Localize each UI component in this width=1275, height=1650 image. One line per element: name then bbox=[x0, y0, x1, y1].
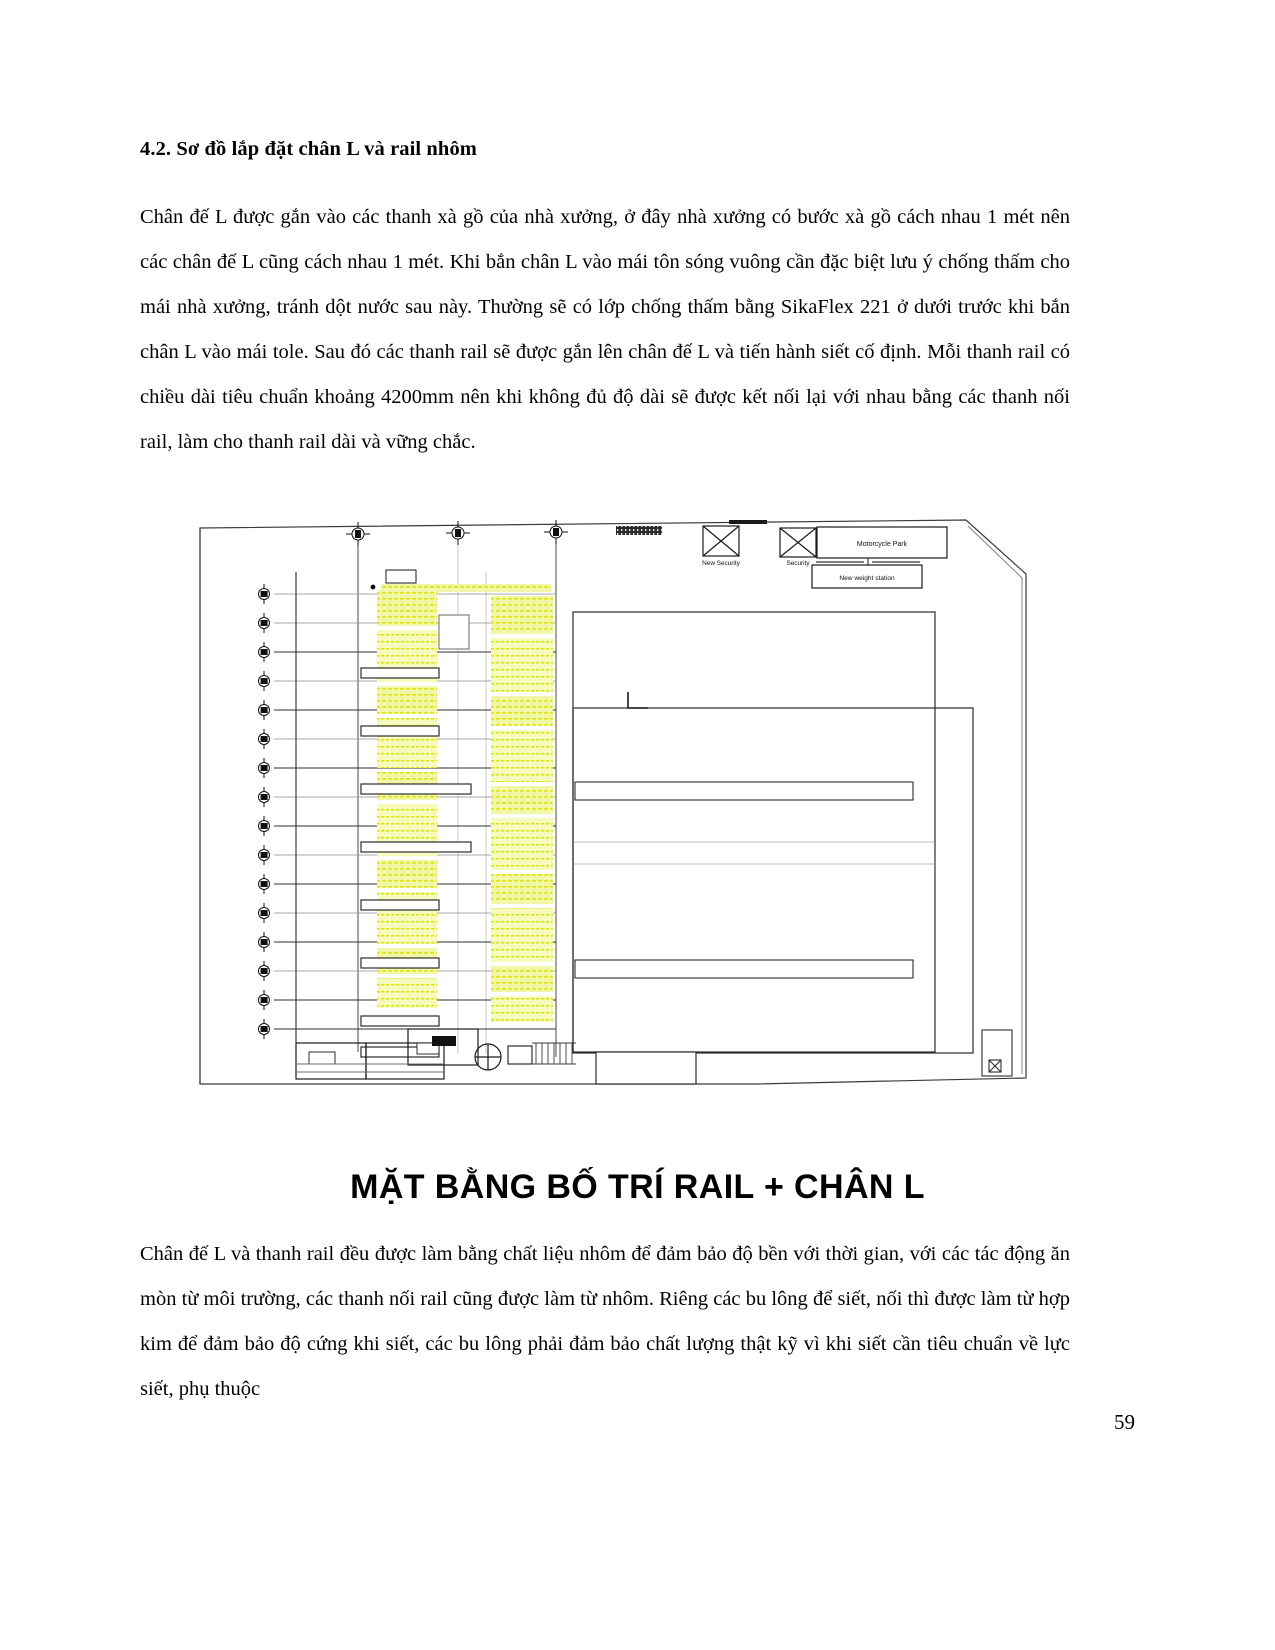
notch-box bbox=[439, 615, 469, 649]
page-title: 4.2. Sơ đồ lắp đặt chân L và rail nhôm bbox=[140, 138, 477, 160]
body-paragraph-2 bbox=[140, 1232, 1070, 1412]
bottom-right-marker bbox=[982, 1030, 1012, 1076]
site-plan-figure bbox=[196, 512, 1036, 1102]
detail-solid-block bbox=[432, 1036, 456, 1046]
building-block-b bbox=[573, 708, 973, 1053]
roundabout bbox=[475, 1044, 501, 1070]
ladder-hatch bbox=[532, 1043, 576, 1064]
drawing-tag bbox=[616, 526, 662, 535]
rail-strips-left bbox=[377, 590, 437, 1008]
label-motorcycle-park: Motorcycle Park bbox=[856, 541, 908, 548]
label-new-security: New Security bbox=[702, 560, 740, 567]
bottom-mid-block bbox=[596, 1052, 696, 1084]
body-paragraph-1 bbox=[140, 195, 1070, 465]
building-inner-lines bbox=[574, 842, 934, 864]
site-boundary bbox=[200, 520, 1026, 1084]
plinth-box bbox=[386, 570, 416, 583]
grid-marker-top-1 bbox=[346, 522, 370, 546]
rail-strips-right bbox=[491, 596, 553, 1022]
rail-start-node bbox=[371, 585, 376, 590]
paragraph-text: Chân đế L được gắn vào các thanh xà gồ của nhà xưởng, ở đây nhà xưởng có bước xà gồ cách nhau 1 mét nên các chân đế L cũng cách nhau 1 mét. Khi bắn chân L vào mái tôn sóng vuông cần đặc biệt lưu ý chống thấm cho mái nhà xưởng, tránh dột nước sau này. Thường sẽ có lớp chống thấm bằng SikaFlex 221 ở dưới trước khi bắn chân L vào mái tole. Sau đó các thanh rail sẽ được gắn lên chân đế L và tiến hành siết cố định. Mỗi thanh rail có chiều dài tiêu chuẩn khoảng 4200mm nên khi không đủ độ dài sẽ được kết nối lại với nhau bằng các thanh nối rail, làm cho thanh rail dài và vững chắc. bbox=[140, 206, 1070, 453]
grid-markers-left bbox=[259, 584, 270, 1039]
top-entry-marker bbox=[729, 520, 767, 524]
label-security: Security bbox=[786, 560, 810, 567]
corner-l-mark bbox=[628, 692, 648, 708]
new-security-box bbox=[703, 526, 739, 556]
paragraph-text: Chân đế L và thanh rail đều được làm bằng chất liệu nhôm để đảm bảo độ bền với thời gian, với các tác động ăn mòn từ môi trường, các thanh nối rail cũng được làm từ nhôm. Riêng các bu lông để siết, nối thì được làm từ hợp kim để đảm bảo độ cứng khi siết, các bu lông phải đảm bảo chất lượng thật kỹ vì khi siết cần tiêu chuẩn về lực siết, phụ thuộc bbox=[140, 1243, 1070, 1400]
guard-box bbox=[508, 1046, 532, 1064]
building-bands bbox=[575, 782, 913, 978]
detail-box-1 bbox=[309, 1052, 335, 1064]
rail-top-run bbox=[381, 584, 551, 592]
security-box bbox=[780, 528, 816, 557]
label-new-weight-station: New weight station bbox=[839, 575, 895, 582]
figure-caption: MẶT BẰNG BỐ TRÍ RAIL + CHÂN L bbox=[350, 1168, 925, 1206]
grid-marker-top-2 bbox=[446, 521, 470, 545]
building-block-a bbox=[573, 612, 935, 1052]
page-number: 59 bbox=[1114, 1410, 1135, 1434]
